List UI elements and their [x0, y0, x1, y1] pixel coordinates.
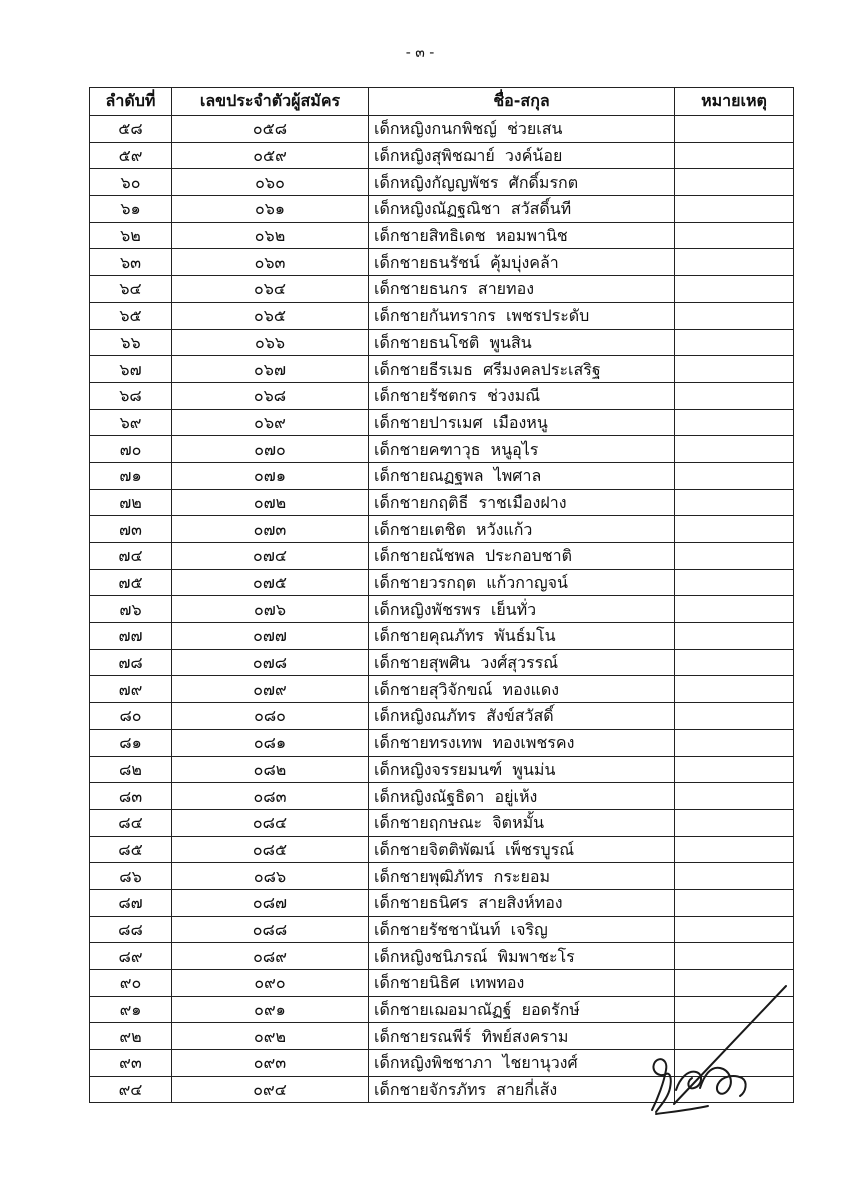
remark-cell [675, 836, 794, 863]
applicant-id-cell: ๐๖๖ [172, 329, 369, 356]
applicant-id-cell: ๐๗๔ [172, 543, 369, 570]
applicant-id-cell: ๐๘๖ [172, 863, 369, 890]
table-header [90, 88, 794, 116]
remark-cell [675, 889, 794, 916]
table-row [90, 649, 794, 676]
remark-cell [675, 623, 794, 650]
remark-cell [675, 329, 794, 356]
applicant-id-cell: ๐๘๙ [172, 943, 369, 970]
remark-cell [675, 302, 794, 329]
table-row [90, 729, 794, 756]
remark-cell [675, 169, 794, 196]
applicant-id-cell: ๐๘๒ [172, 756, 369, 783]
table-body [90, 116, 794, 1103]
remark-cell [675, 596, 794, 623]
applicant-id-cell: ๐๗๗ [172, 623, 369, 650]
full-name-cell: เด็กหญิงกนกพิชญ์ ช่วยเสน [369, 116, 675, 143]
full-name-cell: เด็กชายธนิศร สายสิงห์ทอง [369, 889, 675, 916]
remark-cell [675, 462, 794, 489]
table-row [90, 169, 794, 196]
applicant-id-cell: ๐๗๐ [172, 436, 369, 463]
applicant-id-cell: ๐๖๗ [172, 356, 369, 383]
remark-cell [675, 703, 794, 730]
row-number-cell: ๗๓ [90, 516, 172, 543]
remark-cell [675, 516, 794, 543]
full-name-cell: เด็กชายวรกฤต แก้วกาญจน์ [369, 569, 675, 596]
applicant-id-cell: ๐๗๑ [172, 462, 369, 489]
full-name-cell: เด็กชายจิตติพัฒน์ เพ็ชรบูรณ์ [369, 836, 675, 863]
remark-cell [675, 943, 794, 970]
header-name: ชื่อ-สกุล [369, 88, 675, 116]
full-name-cell: เด็กชายสิทธิเดช หอมพานิช [369, 222, 675, 249]
row-number-cell: ๕๘ [90, 116, 172, 143]
full-name-cell: เด็กชายเตชิต หวังแก้ว [369, 516, 675, 543]
full-name-cell: เด็กชายธนรัชน์ คุ้มบุ่งคล้า [369, 249, 675, 276]
row-number-cell: ๖๔ [90, 276, 172, 303]
applicant-id-cell: ๐๘๓ [172, 783, 369, 810]
table-row [90, 783, 794, 810]
row-number-cell: ๘๖ [90, 863, 172, 890]
full-name-cell: เด็กชายคฑาวุธ หนูอุไร [369, 436, 675, 463]
full-name-cell: เด็กชายนิธิศ เทพทอง [369, 970, 675, 997]
table-row [90, 809, 794, 836]
full-name-cell: เด็กชายกันทรากร เพชรประดับ [369, 302, 675, 329]
table-row [90, 489, 794, 516]
remark-cell [675, 729, 794, 756]
table-row [90, 623, 794, 650]
row-number-cell: ๕๙ [90, 142, 172, 169]
applicant-id-cell: ๐๙๒ [172, 1023, 369, 1050]
row-number-cell: ๘๑ [90, 729, 172, 756]
remark-cell [675, 196, 794, 223]
table-row [90, 462, 794, 489]
row-number-cell: ๗๘ [90, 649, 172, 676]
row-number-cell: ๗๕ [90, 569, 172, 596]
applicant-id-cell: ๐๖๐ [172, 169, 369, 196]
table-row [90, 916, 794, 943]
applicant-id-cell: ๐๕๘ [172, 116, 369, 143]
full-name-cell: เด็กหญิงกัญญพัชร ศักดิ์มรกต [369, 169, 675, 196]
row-number-cell: ๘๔ [90, 809, 172, 836]
table-row [90, 703, 794, 730]
row-number-cell: ๗๙ [90, 676, 172, 703]
remark-cell [675, 569, 794, 596]
remark-cell [675, 649, 794, 676]
applicant-id-cell: ๐๘๘ [172, 916, 369, 943]
header-row [90, 88, 794, 116]
row-number-cell: ๗๖ [90, 596, 172, 623]
row-number-cell: ๘๕ [90, 836, 172, 863]
row-number-cell: ๗๔ [90, 543, 172, 570]
full-name-cell: เด็กชายธนโชติ พูนสิน [369, 329, 675, 356]
page-number: - ๓ - [405, 45, 435, 61]
applicant-id-cell: ๐๗๘ [172, 649, 369, 676]
full-name-cell: เด็กหญิงณัฐธิดา อยู่เห้ง [369, 783, 675, 810]
full-name-cell: เด็กชายรัชตกร ช่วงมณี [369, 382, 675, 409]
row-number-cell: ๖๑ [90, 196, 172, 223]
row-number-cell: ๘๐ [90, 703, 172, 730]
table-row [90, 596, 794, 623]
applicant-id-cell: ๐๖๒ [172, 222, 369, 249]
remark-cell [675, 863, 794, 890]
table-row [90, 943, 794, 970]
row-number-cell: ๙๒ [90, 1023, 172, 1050]
full-name-cell: เด็กชายจักรภัทร สายกี่เส้ง [369, 1076, 675, 1103]
table-row [90, 222, 794, 249]
applicant-id-cell: ๐๖๔ [172, 276, 369, 303]
applicant-id-cell: ๐๙๐ [172, 970, 369, 997]
remark-cell [675, 276, 794, 303]
row-number-cell: ๗๒ [90, 489, 172, 516]
applicant-id-cell: ๐๙๓ [172, 1050, 369, 1077]
row-number-cell: ๙๓ [90, 1050, 172, 1077]
remark-cell [675, 783, 794, 810]
table-row [90, 409, 794, 436]
row-number-cell: ๘๒ [90, 756, 172, 783]
row-number-cell: ๖๐ [90, 169, 172, 196]
table-row [90, 329, 794, 356]
remark-cell [675, 142, 794, 169]
table-row [90, 116, 794, 143]
header-applicant-id: เลขประจำตัวผู้สมัคร [172, 88, 369, 116]
row-number-cell: ๖๕ [90, 302, 172, 329]
table-row [90, 276, 794, 303]
remark-cell [675, 222, 794, 249]
full-name-cell: เด็กชายสุพศิน วงศ์สุวรรณ์ [369, 649, 675, 676]
remark-cell [675, 916, 794, 943]
applicant-id-cell: ๐๗๒ [172, 489, 369, 516]
table-row [90, 543, 794, 570]
full-name-cell: เด็กชายคุณภัทร พันธ์มโน [369, 623, 675, 650]
remark-cell [675, 756, 794, 783]
applicant-id-cell: ๐๙๑ [172, 996, 369, 1023]
applicant-id-cell: ๐๙๔ [172, 1076, 369, 1103]
table-row [90, 382, 794, 409]
full-name-cell: เด็กชายรณพีร์ ทิพย์สงคราม [369, 1023, 675, 1050]
full-name-cell: เด็กหญิงชนิภรณ์ พิมพาชะโร [369, 943, 675, 970]
full-name-cell: เด็กหญิงณัฏฐณิชา สวัสดิ์นที [369, 196, 675, 223]
row-number-cell: ๙๑ [90, 996, 172, 1023]
applicant-id-cell: ๐๘๕ [172, 836, 369, 863]
applicant-id-cell: ๐๖๕ [172, 302, 369, 329]
full-name-cell: เด็กชายณัชพล ประกอบชาติ [369, 543, 675, 570]
row-number-cell: ๘๓ [90, 783, 172, 810]
row-number-cell: ๖๙ [90, 409, 172, 436]
full-name-cell: เด็กชายฤกษณะ จิตหมั้น [369, 809, 675, 836]
table-row [90, 142, 794, 169]
row-number-cell: ๖๒ [90, 222, 172, 249]
row-number-cell: ๗๐ [90, 436, 172, 463]
row-number-cell: ๘๗ [90, 889, 172, 916]
full-name-cell: เด็กชายธนกร สายทอง [369, 276, 675, 303]
table-row [90, 889, 794, 916]
remark-cell [675, 543, 794, 570]
full-name-cell: เด็กชายปารเมศ เมืองหนู [369, 409, 675, 436]
header-remark: หมายเหตุ [675, 88, 794, 116]
applicant-id-cell: ๐๘๔ [172, 809, 369, 836]
row-number-cell: ๖๗ [90, 356, 172, 383]
table-row [90, 836, 794, 863]
remark-cell [675, 249, 794, 276]
remark-cell [675, 382, 794, 409]
table-row [90, 569, 794, 596]
row-number-cell: ๘๙ [90, 943, 172, 970]
full-name-cell: เด็กชายธีรเมธ ศรีมงคลประเสริฐ [369, 356, 675, 383]
full-name-cell: เด็กหญิงพิชชาภา ไชยานุวงศ์ [369, 1050, 675, 1077]
applicant-id-cell: ๐๖๓ [172, 249, 369, 276]
full-name-cell: เด็กชายณฏฐพล ไพศาล [369, 462, 675, 489]
remark-cell [675, 116, 794, 143]
applicant-table [89, 87, 794, 1103]
row-number-cell: ๙๐ [90, 970, 172, 997]
applicant-id-cell: ๐๗๙ [172, 676, 369, 703]
applicant-id-cell: ๐๖๙ [172, 409, 369, 436]
applicant-id-cell: ๐๗๖ [172, 596, 369, 623]
remark-cell [675, 409, 794, 436]
full-name-cell: เด็กหญิงสุพิชฌาย์ วงค์น้อย [369, 142, 675, 169]
row-number-cell: ๖๓ [90, 249, 172, 276]
remark-cell [675, 356, 794, 383]
header-no: ลำดับที่ [90, 88, 172, 116]
remark-cell [675, 809, 794, 836]
table-row [90, 436, 794, 463]
table-row [90, 516, 794, 543]
table-row [90, 356, 794, 383]
full-name-cell: เด็กชายกฤติธี ราชเมืองฝาง [369, 489, 675, 516]
row-number-cell: ๗๑ [90, 462, 172, 489]
full-name-cell: เด็กชายทรงเทพ ทองเพชรคง [369, 729, 675, 756]
remark-cell [675, 676, 794, 703]
applicant-id-cell: ๐๘๗ [172, 889, 369, 916]
row-number-cell: ๘๘ [90, 916, 172, 943]
full-name-cell: เด็กชายสุวิจักขณ์ ทองแดง [369, 676, 675, 703]
row-number-cell: ๖๖ [90, 329, 172, 356]
applicant-id-cell: ๐๖๑ [172, 196, 369, 223]
applicant-id-cell: ๐๗๓ [172, 516, 369, 543]
full-name-cell: เด็กชายพุฒิภัทร กระยอม [369, 863, 675, 890]
table-row [90, 863, 794, 890]
table-row [90, 196, 794, 223]
full-name-cell: เด็กหญิงพัชรพร เย็นทั่ว [369, 596, 675, 623]
full-name-cell: เด็กชายรัชชานันท์ เจริญ [369, 916, 675, 943]
full-name-cell: เด็กชายเฌอมาณัฏฐ์ ยอดรักษ์ [369, 996, 675, 1023]
applicant-id-cell: ๐๗๕ [172, 569, 369, 596]
table-row [90, 302, 794, 329]
applicant-id-cell: ๐๘๑ [172, 729, 369, 756]
applicant-id-cell: ๐๖๘ [172, 382, 369, 409]
row-number-cell: ๖๘ [90, 382, 172, 409]
row-number-cell: ๙๔ [90, 1076, 172, 1103]
table-row [90, 756, 794, 783]
table-row [90, 676, 794, 703]
row-number-cell: ๗๗ [90, 623, 172, 650]
applicant-id-cell: ๐๕๙ [172, 142, 369, 169]
handwritten-signature [630, 978, 800, 1120]
applicant-id-cell: ๐๘๐ [172, 703, 369, 730]
full-name-cell: เด็กหญิงจรรยมนฑ์ พูนม่น [369, 756, 675, 783]
full-name-cell: เด็กหญิงณภัทร สังข์สวัสดิ์ [369, 703, 675, 730]
remark-cell [675, 436, 794, 463]
remark-cell [675, 489, 794, 516]
table-row [90, 249, 794, 276]
